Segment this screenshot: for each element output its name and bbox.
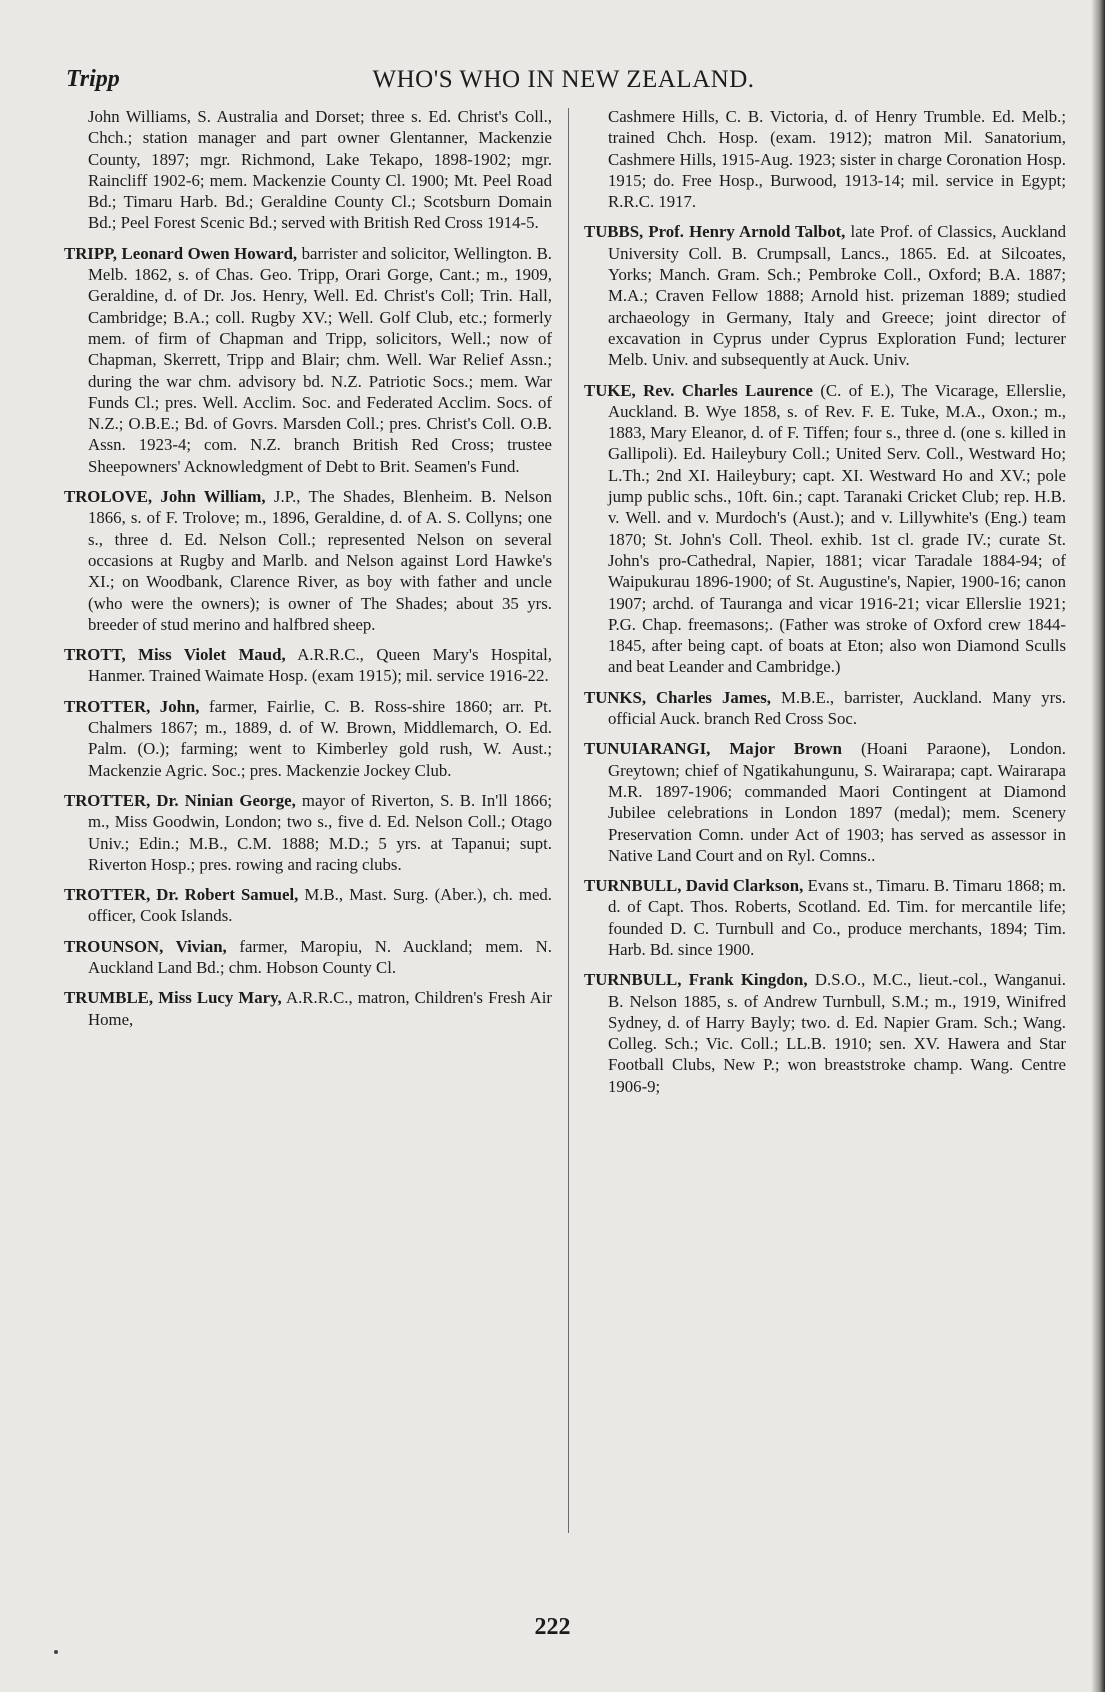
binding-edge-shadow xyxy=(1091,0,1105,1692)
entry-name: TURNBULL, David Clarkson, xyxy=(584,876,804,896)
left-column xyxy=(64,106,552,1030)
entry-name: TROTTER, John, xyxy=(64,696,200,716)
entry-name: TUNKS, Charles James, xyxy=(584,687,771,707)
page-header xyxy=(66,66,1061,100)
print-speck xyxy=(54,1650,58,1654)
entry-name: TRIPP, Leonard Owen Howard, xyxy=(64,243,298,263)
entry-name: TURNBULL, Frank Kingdon, xyxy=(584,970,808,990)
entry-continuation: Cashmere Hills, C. B. Victoria, d. of Henry Trumble. Ed. Melb.; trained Chch. Hosp. (exam. 1912); matron Mil. Sanatorium, Cashmere Hills, 1915-Aug. 1923; sister in charge Coronation Hosp. 1915; do. Free Hosp., Burwood, 1913-14; mil. service in Egypt; R.R.C. 1917. xyxy=(608,107,1066,212)
running-head: Tripp xyxy=(66,66,120,92)
entry: TRIPP, Leonard Owen Howard, barrister and solicitor, Wellington. B. Melb. 1862, s. of Chas. Geo. Tripp, Orari Gorge, Cant.; m., 1909, Geraldine, d. of Dr. Jos. Henry, Well. Ed. Christ's Coll; Trin. Hall, Cambridge; B.A.; coll. Rugby XV.; Well. Golf Club, etc.; formerly mem. of firm of Chapman and Tripp, solicitors, Well.; now of Chapman, Skerrett, Tripp and Blair; chm. Well. War Relief Assn.; during the war chm. advisory bd. N.Z. Patriotic Socs.; mem. War Funds Cl.; pres. Well. Acclim. Soc. and Federated Acclim. Socs. of N.Z.; O.B.E.; Bd. of Govrs. Marsden Coll.; pres. Christ's Coll. O.B. Assn. 1923-4; com. N.Z. branch British Red Cross; trustee Sheepowners' Acknowledgment of Debt to Brit. Seamen's Fund. xyxy=(64,243,552,476)
entry: TRUMBLE, Miss Lucy Mary, A.R.R.C., matron, Children's Fresh Air Home, xyxy=(64,988,552,1029)
entry-continuation: John Williams, S. Australia and Dorset; three s. Ed. Christ's Coll., Chch.; station manager and part owner Glentanner, Mackenzie County, 1897; mgr. Richmond, Lake Tekapo, 1898-1902; mgr. Raincliff 1902-6; mem. Mackenzie County Cl. 1900; Mt. Peel Road Bd.; Timaru Harb. Bd.; Geraldine County Cl.; Scotsburn Domain Bd.; Peel Forest Scenic Bd.; served with British Red Cross 1914-5. xyxy=(88,107,552,233)
entry: TURNBULL, Frank Kingdon, D.S.O., M.C., lieut.-col., Wanganui. B. Nelson 1885, s. of Andrew Turnbull, S.M.; m., 1919, Winifred Sydney, d. of Harry Bayly; two. d. Ed. Napier Gram. Sch.; Wang. Colleg. Sch.; Vic. Coll.; LL.B. 1910; sen. XV. Hawera and Star Football Clubs, New P.; won breaststroke champ. Wang. Centre 1906-9; xyxy=(584,970,1067,1096)
entry-name: TUBBS, Prof. Henry Arnold Talbot, xyxy=(584,222,846,242)
entry-name: TROLOVE, John William, xyxy=(64,487,266,507)
entry: TROLOVE, John William, J.P., The Shades, Blenheim. B. Nelson 1866, s. of F. Trolove; m., 1896, Geraldine, d. of A. S. Collyns; one s., three d. Ed. Nelson Coll.; represented Nelson on several occasions at Rugby and Marlb. and Nelson against Lord Hawke's XI.; on Woodbank, Clarence River, as boy with father and uncle (who were the owners); is owner of The Shades; about 35 yrs. breeder of stud merino and halfbred sheep. xyxy=(64,487,552,634)
entry-name: TROUNSON, Vivian, xyxy=(64,936,227,956)
column-divider xyxy=(568,108,569,1533)
entry: TROTTER, Dr. Robert Samuel, M.B., Mast. Surg. (Aber.), ch. med. officer, Cook Islands. xyxy=(64,885,552,926)
entry-name: TUKE, Rev. Charles Laurence xyxy=(584,380,813,400)
page-title: WHO'S WHO IN NEW ZEALAND. xyxy=(372,66,755,93)
page-number: 222 xyxy=(534,1614,571,1640)
entry: TROTTER, Dr. Ninian George, mayor of Riverton, S. B. In'll 1866; m., Miss Goodwin, London; two s., five d. Ed. Nelson Coll.; Otago Univ.; Edin.; M.B., C.M. 1888; M.D.; 5 yrs. at Tapanui; supt. Riverton Hosp.; pres. rowing and racing clubs. xyxy=(64,790,552,874)
entry: TROUNSON, Vivian, farmer, Maropiu, N. Auckland; mem. N. Auckland Land Bd.; chm. Hobson County Cl. xyxy=(64,936,552,977)
entry: TUNKS, Charles James, M.B.E., barrister, Auckland. Many yrs. official Auck. branch Red Cross Soc. xyxy=(584,687,1066,729)
entry: TUKE, Rev. Charles Laurence (C. of E.), The Vicarage, Ellerslie, Auckland. B. Wye 1858, s. of Rev. F. E. Tuke, M.A., Oxon.; m., 1883, Mary Eleanor, d. of F. Tiffen; four s., three d. (one s. killed in Gallipoli). Ed. Haileybury Coll.; United Serv. Coll., Westward Ho; L.Th.; 2nd XI. Haileybury; capt. XI. Westward Ho and XV.; pole jump public schs., 10ft. 6in.; capt. Taranaki Cricket Club; rep. H.B. v. Well. and v. Murdoch's (Aust.); and v. Lillywhite's (Eng.) team 1870; St. John's Coll. Theol. exhib. 1st cl. grade IV.; curate St. John's pro-Cathedral, Napier, 1881; vicar Taradale 1884-94; of Waipukurau 1896-1900; of St. Augustine's, Napier, 1900-16; canon 1907; archd. of Tauranga and vicar 1916-21; vicar Ellerslie 1921; P.G. Chap. freemasons;. (Father was stroke of Oxford crew 1844-1845, after being capt. of boats at Eton; also won Diamond Sculls and beat Leander and Cambridge.) xyxy=(584,380,1066,677)
right-column xyxy=(584,106,1066,1097)
entry-name: TROTTER, Dr. Ninian George, xyxy=(64,790,296,810)
entry-name: TRUMBLE, Miss Lucy Mary, xyxy=(64,988,282,1008)
entry: TROTTER, John, farmer, Fairlie, C. B. Ross-shire 1860; arr. Pt. Chalmers 1867; m., 1889, d. of W. Brown, Middlemarch, O. Ed. Palm. (O.); farming; went to Kimberley gold rush, W. Aust.; Mackenzie Agric. Soc.; pres. Mackenzie Jockey Club. xyxy=(64,696,552,780)
entry-name: TROTTER, Dr. Robert Samuel, xyxy=(64,885,299,905)
entry-name: TUNUIARANGI, Major Brown xyxy=(584,739,842,759)
entry: TROTT, Miss Violet Maud, A.R.R.C., Queen Mary's Hospital, Hanmer. Trained Waimate Hosp. (exam 1915); mil. service 1916-22. xyxy=(64,645,552,686)
entry: TURNBULL, David Clarkson, Evans st., Timaru. B. Timaru 1868; m. d. of Capt. Thos. Roberts, Scotland. Ed. Tim. for mercantile life; founded D. C. Turnbull and Co., produce merchants, 1894; Tim. Harb. Bd. since 1900. xyxy=(584,876,1066,959)
entry: TUNUIARANGI, Major Brown (Hoani Paraone), London. Greytown; chief of Ngatikahungunu, S. Wairarapa; capt. Wairarapa M.R. 1897-1906; commanded Maori Contingent at Diamond Jubilee celebrations in London 1897 (medal); mem. Scenery Preservation Comn. under Act of 1903; has served as assessor in Native Land Court and on Ryl. Comns.. xyxy=(584,739,1066,865)
entry: TUBBS, Prof. Henry Arnold Talbot, late Prof. of Classics, Auckland University Coll. B. Crumpsall, Lancs., 1865. Ed. at Silcoates, Yorks; Manch. Gram. Sch.; Pembroke Coll., Oxford; B.A. 1887; M.A.; Craven Fellow 1888; Arnold hist. prizeman 1889; studied archaeology in Germany, Italy and Greece; joint director of excavation in Cyprus under Cyprus Exploration Fund; lecturer Melb. Univ. and subsequently at Auck. Univ. xyxy=(584,222,1066,370)
entry-name: TROTT, Miss Violet Maud, xyxy=(64,645,286,665)
